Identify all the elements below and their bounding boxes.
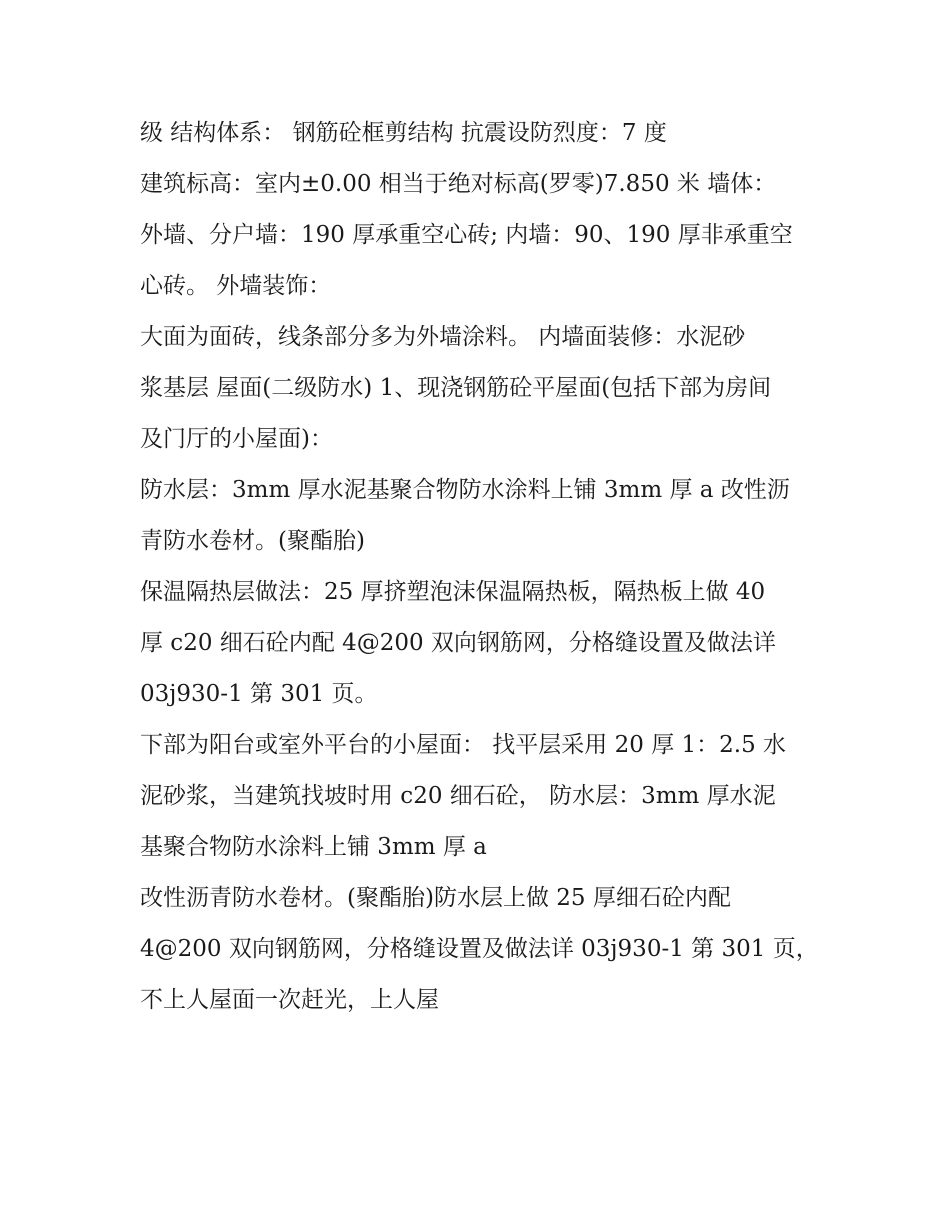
text-line: 建筑标高：室内±0.00 相当于绝对标高(罗零)7.850 米 墙体： bbox=[140, 171, 777, 197]
text-line: 级 结构体系： 钢筋砼框剪结构 抗震设防烈度：7 度 bbox=[140, 120, 667, 146]
text-line: 外墙、分户墙：190 厚承重空心砖; 内墙：90、190 厚非承重空 bbox=[140, 222, 793, 248]
text-line: 大面为面砖，线条部分多为外墙涂料。 内墙面装修：水泥砂 bbox=[140, 324, 746, 350]
text-line: 基聚合物防水涂料上铺 3mm 厚 a bbox=[140, 834, 487, 860]
text-line: 4@200 双向钢筋网，分格缝设置及做法详 03j930-1 第 301 页， bbox=[140, 936, 819, 962]
text-line: 03j930-1 第 301 页。 bbox=[140, 681, 378, 707]
text-line: 泥砂浆，当建筑找坡时用 c20 细石砼， 防水层：3mm 厚水泥 bbox=[140, 783, 776, 809]
text-line: 心砖。 外墙装饰： bbox=[140, 273, 332, 299]
document-body bbox=[140, 108, 820, 1026]
text-line: 青防水卷材。(聚酯胎) bbox=[140, 528, 365, 554]
text-line: 保温隔热层做法：25 厚挤塑泡沫保温隔热板，隔热板上做 40 bbox=[140, 579, 766, 605]
text-line: 厚 c20 细石砼内配 4@200 双向钢筋网，分格缝设置及做法详 bbox=[140, 630, 776, 656]
text-line: 浆基层 屋面(二级防水) 1、现浇钢筋砼平屋面(包括下部为房间 bbox=[140, 375, 772, 401]
text-line: 不上人屋面一次赶光，上人屋 bbox=[140, 987, 439, 1013]
text-line: 及门厅的小屋面)： bbox=[140, 426, 333, 452]
text-line: 防水层：3mm 厚水泥基聚合物防水涂料上铺 3mm 厚 a 改性沥 bbox=[140, 477, 790, 503]
text-line: 下部为阳台或室外平台的小屋面： 找平层采用 20 厚 1：2.5 水 bbox=[140, 732, 787, 758]
text-line: 改性沥青防水卷材。(聚酯胎)防水层上做 25 厚细石砼内配 bbox=[140, 885, 731, 911]
